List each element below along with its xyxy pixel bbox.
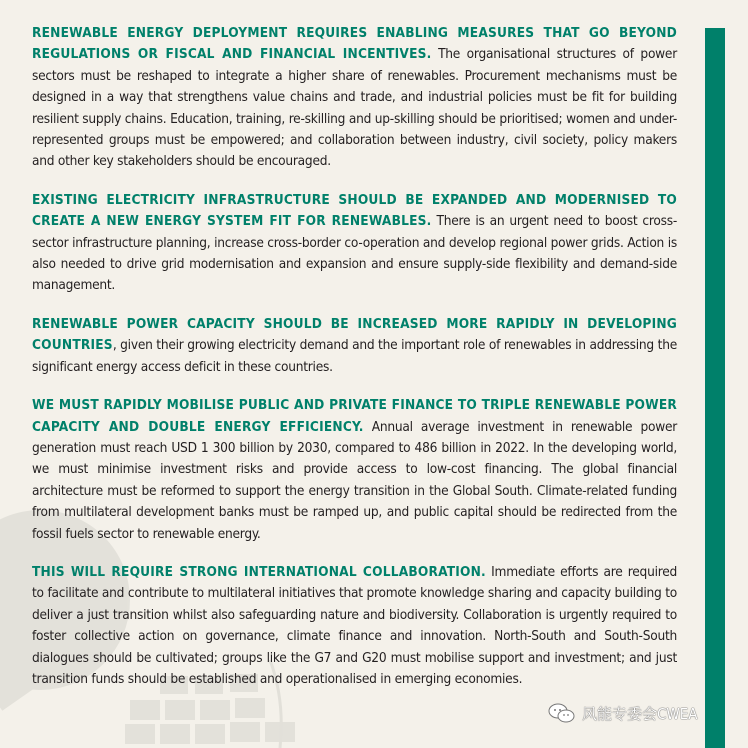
paragraph-finance — [32, 395, 677, 545]
paragraph-heading: THIS WILL REQUIRE STRONG INTERNATIONAL COLLABORATION. — [32, 563, 486, 580]
wechat-icon — [548, 702, 576, 724]
paragraph-heading: RENEWABLE ENERGY DEPLOYMENT REQUIRES ENABLING MEASURES THAT GO BEYOND REGULATIONS OR FISCAL AND FINANCIAL INCENTIVES. — [32, 25, 677, 63]
paragraph-heading: WE MUST RAPIDLY MOBILISE PUBLIC AND PRIVATE FINANCE TO TRIPLE RENEWABLE POWER CAPACITY AND DOUBLE ENERGY EFFICIENCY. — [32, 397, 677, 435]
paragraph-text: The organisational structures of power sectors must be reshaped to integrate a higher share of renewables. Procurement mechanisms must be designed in a way that strengthens value chains and trade, and industrial policies must be fit for building resilient supply chains. Education, training, re-skilling and up-skilling should be prioritised; women and under-represented groups must be empowered; and collaboration between industry, civil society, policy makers and other key stakeholders should be encouraged. — [32, 46, 677, 170]
paragraph-collaboration — [32, 562, 677, 690]
paragraph-text: Annual average investment in renewable power generation must reach USD 1 300 billion by 2030, compared to 486 billion in 2022. In the developing world, we must minimise investment risks and provide access to low-cost financing. The global financial architecture must be reformed to support the energy transition in the Global South. Climate-related funding from multilateral development banks must be ramped up, and public capital should be redirected from the fossil fuels sector to renewable energy. — [32, 418, 677, 542]
accent-side-bar — [705, 28, 725, 748]
paragraph-text: There is an urgent need to boost cross-sector infrastructure planning, increase cross-border co-operation and develop regional power grids. Action is also needed to drive grid modernisation and expansion and ensure supply-side flexibility and demand-side management. — [32, 213, 677, 294]
paragraph-developing-countries — [32, 314, 677, 378]
paragraph-text: Immediate efforts are required to facilitate and contribute to multilateral initiatives that promote knowledge sharing and capacity building to deliver a just transition whilst also safeguarding nature and biodiversity. Collaboration is urgently required to foster collective action on governance, climate finance and innovation. North-South and South-South dialogues should be cultivated; groups like the G7 and G20 must mobilise support and investment; and just transition funds should be established and operationalised in emerging economies. — [32, 563, 677, 687]
document-body — [32, 23, 677, 707]
paragraph-text: , given their growing electricity demand and the important role of renewables in addressing the significant energy access deficit in these countries. — [32, 337, 677, 375]
watermark — [548, 702, 698, 724]
paragraph-enabling-measures — [32, 23, 677, 173]
paragraph-heading: RENEWABLE POWER CAPACITY SHOULD BE INCREASED MORE RAPIDLY IN DEVELOPING COUNTRIES — [32, 315, 677, 354]
paragraph-heading: EXISTING ELECTRICITY INFRASTRUCTURE SHOULD BE EXPANDED AND MODERNISED TO CREATE A NEW ENERGY SYSTEM FIT FOR RENEWABLES. — [32, 191, 677, 230]
paragraph-infrastructure — [32, 190, 677, 297]
watermark-text: 风能专委会CWEA — [582, 704, 698, 723]
